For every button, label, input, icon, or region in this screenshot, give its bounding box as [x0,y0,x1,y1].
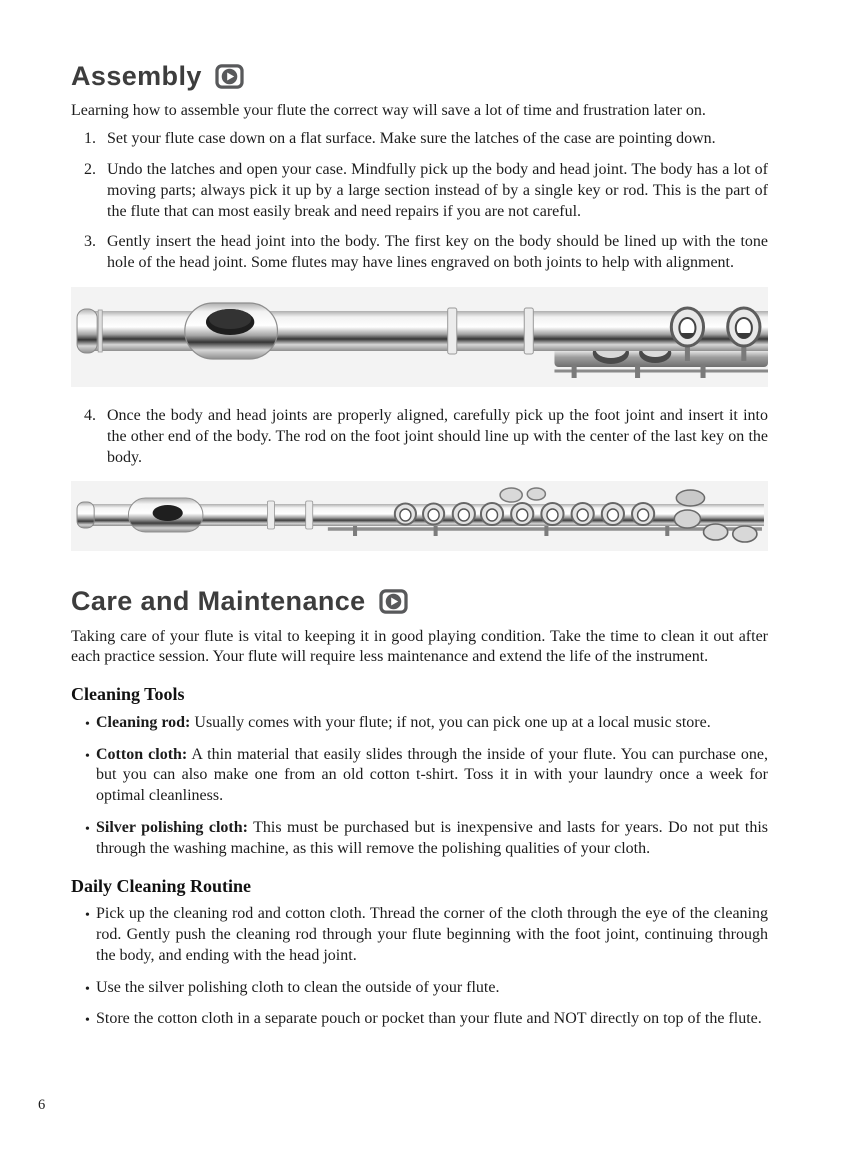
bullet-icon [71,978,96,999]
flute-head-body-alignment-image [71,287,768,387]
step-item-2 [71,160,768,222]
video-play-icon[interactable] [379,589,408,614]
cleaning-tools-heading: Cleaning Tools [71,684,185,705]
video-play-icon[interactable] [215,64,244,89]
tool-text: Cleaning rod: Usually comes with your flute; if not, you can pick one up at a local music store. [96,713,711,731]
bullet-icon [71,713,96,734]
assembly-intro: Learning how to assemble your flute the correct way will save a lot of time and frustration later on. [71,102,706,120]
step-number: 3. [84,233,96,251]
step-text: Set your flute case down on a flat surface. Make sure the latches of the case are pointing down. [107,130,716,148]
daily-routine-list [71,904,768,1030]
tool-label: Silver polishing cloth: [96,819,248,837]
assembly-heading [71,62,768,90]
routine-text: Pick up the cleaning rod and cotton cloth. Thread the corner of the cloth through the eye of the cleaning rod. Gently push the cleaning rod through your flute beginning with the foot joint, continuing through the body, and ending with the head joint. [96,905,768,964]
tool-text: Silver polishing cloth: This must be purchased but is inexpensive and lasts for years. Do not put this through the washing machine, as this will remove the polishing qualities of your cloth. [96,819,769,857]
routine-text: Store the cotton cloth in a separate pouch or pocket than your flute and NOT directly on top of the flute. [96,1010,762,1028]
routine-item-1 [71,904,768,966]
bullet-icon [71,818,96,860]
bullet-icon [71,1009,96,1030]
step-number: 4. [84,406,96,424]
tool-label: Cleaning rod: [96,713,191,731]
routine-item-3 [71,1009,768,1030]
cleaning-tools-list [71,713,768,860]
step-number: 2. [84,160,96,178]
page-number: 6 [38,1097,46,1113]
tool-item-silver-polishing-cloth [71,818,768,860]
tool-text: Cotton cloth: A thin material that easily slides through the inside of your flute. You can purchase one, but you can also make one from an old cotton t-shirt. Toss it in with your laundry once a week for optimal cleanliness. [96,745,768,805]
care-heading [71,587,768,615]
bullet-icon [71,904,96,966]
bullet-icon [71,745,96,807]
flute-assembled-image [71,481,768,551]
routine-item-2 [71,978,768,999]
step-item-3 [71,232,768,274]
tool-label: Cotton cloth: [96,745,188,763]
assembly-heading-label: Assembly [71,61,202,91]
care-heading-label: Care and Maintenance [71,586,366,617]
step-item-4 [71,406,768,468]
step-text: Once the body and head joints are properly aligned, carefully pick up the foot joint and insert it into the other end of the body. The rod on the foot joint should line up with the center of the last key on the body. [107,406,768,466]
routine-text: Use the silver polishing cloth to clean the outside of your flute. [96,978,500,996]
assembly-steps [71,129,768,274]
daily-cleaning-routine-heading: Daily Cleaning Routine [71,875,252,896]
tool-item-cleaning-rod [71,713,768,734]
step-text: Undo the latches and open your case. Mindfully pick up the body and head joint. The body has a lot of moving parts; always pick it up by a large section instead of by a single key or rod. This is the part of the flute that can most easily break and need repairs if you are not careful. [107,160,768,220]
step-text: Gently insert the head joint into the body. The first key on the body should be lined up with the tone hole of the head joint. Some flutes may have lines engraved on both joints to help with alignment. [107,233,768,272]
assembly-steps-continued [71,406,768,468]
tool-item-cotton-cloth [71,745,768,807]
care-intro: Taking care of your flute is vital to keeping it in good playing condition. Take the time to clean it out after each practice session. Your flute will require less maintenance and extend the life of the instrument. [71,627,768,666]
step-item-1 [71,129,768,150]
step-number: 1. [84,130,96,148]
